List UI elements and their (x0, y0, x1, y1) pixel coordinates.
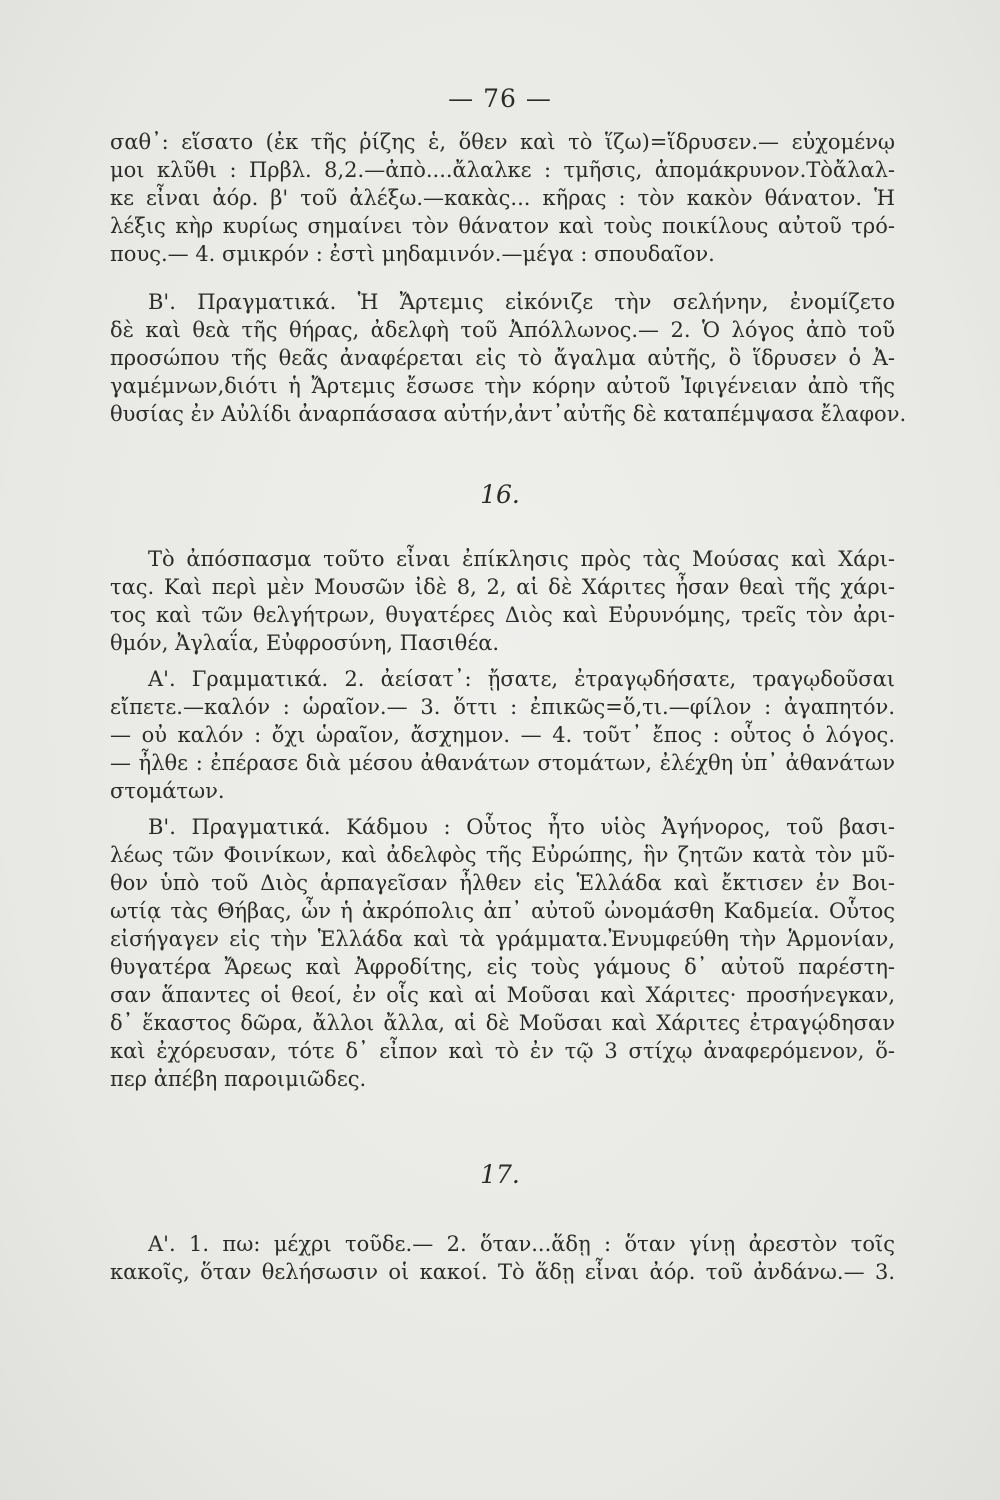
text-line: λέξις κὴρ κυρίως σημαίνει τὸν θάνατον καὶ τοὺς ποικίλους αὐτοῦ τρό- (110, 214, 895, 238)
text-line: τας. Καὶ περὶ μὲν Μουσῶν ἰδὲ 8, 2, αἱ δὲ Χάριτες ἦσαν θεαὶ τῆς χάρι- (110, 575, 895, 599)
text-line: λέως τῶν Φοινίκων, καὶ ἀδελφὸς τῆς Εὐρώπης, ἣν ζητῶν κατὰ τὸν μῦ- (110, 843, 895, 867)
text-line: γαμέμνων,διότι ἡ Ἄρτεμις ἔσωσε τὴν κόρην αὐτοῦ Ἰφιγένειαν ἀπὸ τῆς (110, 374, 895, 398)
text-line: σαθ᾽: εἵσατο (ἐκ τῆς ῥίζης ἑ, ὅθεν καὶ τὸ ἵζω)=ἵδρυσεν.— εὐχομένῳ (110, 130, 895, 154)
text-line: στομάτων. (110, 779, 225, 803)
text-line: θον ὑπὸ τοῦ Διὸς ἁρπαγεῖσαν ἦλθεν εἰς Ἑλλάδα καὶ ἔκτισεν ἐν Βοι- (110, 871, 895, 895)
text-line: εἴπετε.—καλόν : ὡραῖον.— 3. ὅττι : ἐπικῶς=ὅ,τι.—φίλον : ἀγαπητόν. (110, 695, 895, 719)
text-line: κακοῖς, ὅταν θελήσωσιν οἱ κακοί. Τὸ ἅδῃ εἶναι ἀόρ. τοῦ ἀνδάνω.— 3. (110, 1260, 895, 1284)
text-line: σαν ἅπαντες οἱ θεοί, ἐν οἷς καὶ αἱ Μοῦσαι καὶ Χάριτες· προσήνεγκαν, (110, 983, 895, 1007)
text-line: καὶ ἐχόρευσαν, τότε δ᾽ εἶπον καὶ τὸ ἐν τῷ 3 στίχῳ ἀναφερόμενον, ὅ- (110, 1039, 895, 1063)
text-line: μοι κλῦθι : Πρβλ. 8,2.—ἀπὸ....ἄλαλκε : τμῆσις, ἀπομάκρυνον.Τὸἄλαλ- (110, 158, 895, 182)
text-line: τος καὶ τῶν θελγήτρων, θυγατέρες Διὸς καὶ Εὐρυνόμης, τρεῖς τὸν ἀρι- (110, 603, 895, 627)
text-line: Α'. Γραμματικά. 2. ἀείσατ᾽: ᾔσατε, ἐτραγῳδήσατε, τραγῳδοῦσαι (148, 667, 895, 691)
text-line: θυσίας ἐν Αὐλίδι ἀναρπάσασα αὐτήν,ἀντ᾽αὐτῆς δὲ καταπέμψασα ἔλαφον. (110, 402, 907, 426)
text-line: — ἦλθε : ἐπέρασε διὰ μέσου ἀθανάτων στομάτων, ἐλέχθη ὑπ᾽ ἀθανάτων (110, 751, 895, 775)
page-number: — 76 — (448, 84, 552, 113)
section-heading-16: 16. (480, 480, 520, 509)
text-line: πους.— 4. σμικρόν : ἐστὶ μηδαμινόν.—μέγα : σπουδαῖον. (110, 242, 715, 266)
section-heading-17: 17. (480, 1160, 520, 1189)
text-line: προσώπου τῆς θεᾶς ἀναφέρεται εἰς τὸ ἄγαλμα αὐτῆς, ὃ ἵδρυσεν ὁ Ἀ- (110, 346, 895, 370)
text-line: Α'. 1. πω: μέχρι τοῦδε.— 2. ὅταν...ἅδῃ : ὅταν γίνῃ ἀρεστὸν τοῖς (148, 1232, 895, 1256)
text-line: ωτίᾳ τὰς Θήβας, ὧν ἡ ἀκρόπολις ἀπ᾽ αὐτοῦ ὠνομάσθη Καδμεία. Οὗτος (110, 899, 895, 923)
text-line: — οὐ καλόν : ὄχι ὡραῖον, ἄσχημον. — 4. τοῦτ᾽ ἔπος : οὗτος ὁ λόγος. (110, 723, 895, 747)
text-line: δὲ καὶ θεὰ τῆς θήρας, ἀδελφὴ τοῦ Ἀπόλλωνος.— 2. Ὁ λόγος ἀπὸ τοῦ (110, 318, 895, 342)
text-line: θμόν, Ἀγλαΐα, Εὐφροσύνη, Πασιθέα. (110, 631, 500, 655)
text-line: περ ἀπέβη παροιμιῶδες. (110, 1067, 367, 1091)
text-line: κε εἶναι ἀόρ. β' τοῦ ἀλέξω.—κακὰς... κῆρας : τὸν κακὸν θάνατον. Ἡ (110, 186, 895, 210)
text-line: Τὸ ἀπόσπασμα τοῦτο εἶναι ἐπίκλησις πρὸς τὰς Μούσας καὶ Χάρι- (148, 547, 895, 571)
text-line: εἰσήγαγεν εἰς τὴν Ἑλλάδα καὶ τὰ γράμματα.Ἐνυμφεύθη τὴν Ἁρμονίαν, (110, 927, 895, 951)
text-line: Β'. Πραγματικά. Κάδμου : Οὗτος ἦτο υἱὸς Ἀγήνορος, τοῦ βασι- (148, 815, 895, 839)
text-line: θυγατέρα Ἄρεως καὶ Ἀφροδίτης, εἰς τοὺς γάμους δ᾽ αὐτοῦ παρέστη- (110, 955, 895, 979)
text-line: Β'. Πραγματικά. Ἡ Ἄρτεμις εἰκόνιζε τὴν σελήνην, ἐνομίζετο (148, 290, 895, 314)
text-line: δ᾽ ἕκαστος δῶρα, ἄλλοι ἄλλα, αἱ δὲ Μοῦσαι καὶ Χάριτες ἐτραγῴδησαν (110, 1011, 895, 1035)
